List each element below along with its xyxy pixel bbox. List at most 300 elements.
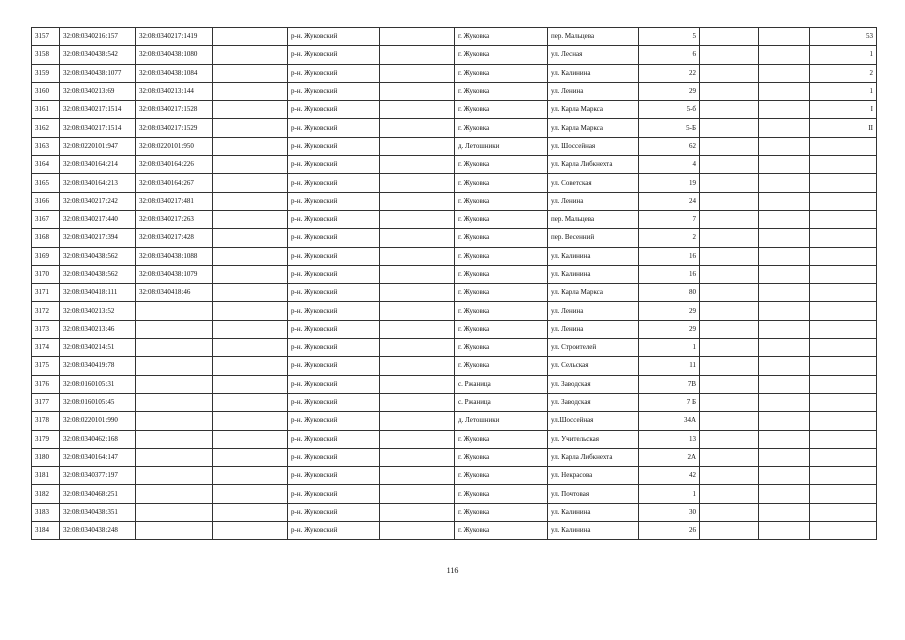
cadastral-number-2-cell bbox=[136, 412, 213, 430]
row-number-cell: 3160 bbox=[32, 82, 60, 100]
apartment-cell bbox=[810, 284, 877, 302]
empty-cell bbox=[700, 375, 759, 393]
empty-cell bbox=[759, 503, 810, 521]
locality-cell: г. Жуковка bbox=[455, 101, 548, 119]
empty-cell bbox=[759, 284, 810, 302]
table-row bbox=[32, 320, 877, 338]
table-row bbox=[32, 64, 877, 82]
district-cell: р-н. Жуковский bbox=[288, 101, 380, 119]
apartment-cell bbox=[810, 320, 877, 338]
empty-cell bbox=[213, 448, 288, 466]
table-row bbox=[32, 412, 877, 430]
street-cell: ул. Лесная bbox=[548, 46, 639, 64]
district-cell: р-н. Жуковский bbox=[288, 46, 380, 64]
empty-cell bbox=[380, 137, 455, 155]
street-cell: ул. Учительская bbox=[548, 430, 639, 448]
locality-cell: д. Летошники bbox=[455, 137, 548, 155]
empty-cell bbox=[213, 302, 288, 320]
empty-cell bbox=[380, 430, 455, 448]
locality-cell: с. Ржаница bbox=[455, 393, 548, 411]
empty-cell bbox=[759, 192, 810, 210]
row-number-cell: 3157 bbox=[32, 28, 60, 46]
empty-cell bbox=[213, 247, 288, 265]
empty-cell bbox=[700, 430, 759, 448]
cadastral-number-cell: 32:08:0340217:1514 bbox=[60, 119, 136, 137]
empty-cell bbox=[380, 210, 455, 228]
empty-cell bbox=[380, 320, 455, 338]
property-register-table bbox=[31, 27, 877, 540]
empty-cell bbox=[380, 412, 455, 430]
row-number-cell: 3163 bbox=[32, 137, 60, 155]
empty-cell bbox=[700, 192, 759, 210]
cadastral-number-2-cell bbox=[136, 393, 213, 411]
row-number-cell: 3181 bbox=[32, 467, 60, 485]
locality-cell: г. Жуковка bbox=[455, 64, 548, 82]
empty-cell bbox=[380, 393, 455, 411]
empty-cell bbox=[380, 339, 455, 357]
empty-cell bbox=[759, 101, 810, 119]
house-number-cell: 19 bbox=[639, 174, 700, 192]
empty-cell bbox=[700, 339, 759, 357]
cadastral-number-2-cell: 32:08:0340438:1080 bbox=[136, 46, 213, 64]
row-number-cell: 3173 bbox=[32, 320, 60, 338]
empty-cell bbox=[700, 64, 759, 82]
cadastral-number-cell: 32:08:0340438:351 bbox=[60, 503, 136, 521]
empty-cell bbox=[700, 412, 759, 430]
row-number-cell: 3158 bbox=[32, 46, 60, 64]
cadastral-number-2-cell: 32:08:0340217:481 bbox=[136, 192, 213, 210]
cadastral-number-2-cell: 32:08:0340164:267 bbox=[136, 174, 213, 192]
district-cell: р-н. Жуковский bbox=[288, 485, 380, 503]
district-cell: р-н. Жуковский bbox=[288, 320, 380, 338]
cadastral-number-cell: 32:08:0340438:562 bbox=[60, 265, 136, 283]
table-row bbox=[32, 339, 877, 357]
empty-cell bbox=[700, 156, 759, 174]
empty-cell bbox=[759, 64, 810, 82]
empty-cell bbox=[700, 46, 759, 64]
cadastral-number-cell: 32:08:0340419:78 bbox=[60, 357, 136, 375]
empty-cell bbox=[700, 101, 759, 119]
table-row bbox=[32, 302, 877, 320]
empty-cell bbox=[700, 503, 759, 521]
empty-cell bbox=[700, 393, 759, 411]
empty-cell bbox=[380, 448, 455, 466]
empty-cell bbox=[213, 174, 288, 192]
district-cell: р-н. Жуковский bbox=[288, 265, 380, 283]
cadastral-number-cell: 32:08:0340164:213 bbox=[60, 174, 136, 192]
apartment-cell: I bbox=[810, 101, 877, 119]
empty-cell bbox=[380, 174, 455, 192]
district-cell: р-н. Жуковский bbox=[288, 339, 380, 357]
empty-cell bbox=[380, 302, 455, 320]
apartment-cell bbox=[810, 265, 877, 283]
district-cell: р-н. Жуковский bbox=[288, 210, 380, 228]
empty-cell bbox=[380, 467, 455, 485]
empty-cell bbox=[380, 156, 455, 174]
locality-cell: г. Жуковка bbox=[455, 210, 548, 228]
apartment-cell bbox=[810, 375, 877, 393]
apartment-cell: 53 bbox=[810, 28, 877, 46]
street-cell: ул. Карла Либкнехта bbox=[548, 448, 639, 466]
apartment-cell bbox=[810, 448, 877, 466]
empty-cell bbox=[700, 448, 759, 466]
locality-cell: г. Жуковка bbox=[455, 522, 548, 540]
house-number-cell: 13 bbox=[639, 430, 700, 448]
apartment-cell bbox=[810, 357, 877, 375]
locality-cell: г. Жуковка bbox=[455, 357, 548, 375]
row-number-cell: 3179 bbox=[32, 430, 60, 448]
apartment-cell bbox=[810, 485, 877, 503]
street-cell: ул. Карла Маркса bbox=[548, 101, 639, 119]
apartment-cell bbox=[810, 503, 877, 521]
empty-cell bbox=[700, 82, 759, 100]
table-row bbox=[32, 430, 877, 448]
locality-cell: г. Жуковка bbox=[455, 485, 548, 503]
district-cell: р-н. Жуковский bbox=[288, 375, 380, 393]
house-number-cell: 16 bbox=[639, 247, 700, 265]
cadastral-number-cell: 32:08:0160105:31 bbox=[60, 375, 136, 393]
row-number-cell: 3162 bbox=[32, 119, 60, 137]
table-row bbox=[32, 119, 877, 137]
cadastral-number-2-cell bbox=[136, 320, 213, 338]
house-number-cell: 1 bbox=[639, 485, 700, 503]
cadastral-number-2-cell bbox=[136, 357, 213, 375]
house-number-cell: 7 bbox=[639, 210, 700, 228]
empty-cell bbox=[380, 46, 455, 64]
empty-cell bbox=[213, 64, 288, 82]
cadastral-number-2-cell: 32:08:0340217:1528 bbox=[136, 101, 213, 119]
cadastral-number-2-cell: 32:08:0220101:950 bbox=[136, 137, 213, 155]
empty-cell bbox=[700, 119, 759, 137]
empty-cell bbox=[213, 503, 288, 521]
table-row bbox=[32, 467, 877, 485]
apartment-cell bbox=[810, 137, 877, 155]
empty-cell bbox=[700, 247, 759, 265]
district-cell: р-н. Жуковский bbox=[288, 137, 380, 155]
street-cell: ул.Шоссейная bbox=[548, 412, 639, 430]
empty-cell bbox=[759, 82, 810, 100]
empty-cell bbox=[759, 28, 810, 46]
empty-cell bbox=[759, 393, 810, 411]
table-row bbox=[32, 174, 877, 192]
table-row bbox=[32, 137, 877, 155]
street-cell: ул. Заводская bbox=[548, 393, 639, 411]
empty-cell bbox=[380, 503, 455, 521]
table-row bbox=[32, 522, 877, 540]
street-cell: пер. Мальцева bbox=[548, 210, 639, 228]
street-cell: ул. Калинина bbox=[548, 247, 639, 265]
empty-cell bbox=[700, 357, 759, 375]
row-number-cell: 3184 bbox=[32, 522, 60, 540]
house-number-cell: 62 bbox=[639, 137, 700, 155]
empty-cell bbox=[213, 229, 288, 247]
street-cell: ул. Ленина bbox=[548, 82, 639, 100]
cadastral-number-cell: 32:08:0220101:990 bbox=[60, 412, 136, 430]
empty-cell bbox=[759, 302, 810, 320]
table-row bbox=[32, 210, 877, 228]
empty-cell bbox=[759, 210, 810, 228]
street-cell: ул. Некрасова bbox=[548, 467, 639, 485]
district-cell: р-н. Жуковский bbox=[288, 64, 380, 82]
empty-cell bbox=[213, 320, 288, 338]
empty-cell bbox=[380, 101, 455, 119]
locality-cell: г. Жуковка bbox=[455, 174, 548, 192]
row-number-cell: 3169 bbox=[32, 247, 60, 265]
empty-cell bbox=[213, 265, 288, 283]
locality-cell: г. Жуковка bbox=[455, 467, 548, 485]
street-cell: ул. Советская bbox=[548, 174, 639, 192]
cadastral-number-2-cell bbox=[136, 448, 213, 466]
cadastral-number-cell: 32:08:0340164:147 bbox=[60, 448, 136, 466]
empty-cell bbox=[759, 339, 810, 357]
street-cell: ул. Шоссейная bbox=[548, 137, 639, 155]
apartment-cell bbox=[810, 302, 877, 320]
cadastral-number-cell: 32:08:0340438:1077 bbox=[60, 64, 136, 82]
cadastral-number-cell: 32:08:0340216:157 bbox=[60, 28, 136, 46]
empty-cell bbox=[700, 28, 759, 46]
empty-cell bbox=[380, 82, 455, 100]
district-cell: р-н. Жуковский bbox=[288, 430, 380, 448]
street-cell: ул. Сельская bbox=[548, 357, 639, 375]
apartment-cell bbox=[810, 229, 877, 247]
district-cell: р-н. Жуковский bbox=[288, 192, 380, 210]
empty-cell bbox=[213, 101, 288, 119]
house-number-cell: 80 bbox=[639, 284, 700, 302]
locality-cell: г. Жуковка bbox=[455, 82, 548, 100]
cadastral-number-2-cell: 32:08:0340217:263 bbox=[136, 210, 213, 228]
empty-cell bbox=[380, 119, 455, 137]
house-number-cell: 2 bbox=[639, 229, 700, 247]
table-row bbox=[32, 357, 877, 375]
empty-cell bbox=[380, 284, 455, 302]
district-cell: р-н. Жуковский bbox=[288, 302, 380, 320]
row-number-cell: 3183 bbox=[32, 503, 60, 521]
house-number-cell: 22 bbox=[639, 64, 700, 82]
row-number-cell: 3164 bbox=[32, 156, 60, 174]
row-number-cell: 3176 bbox=[32, 375, 60, 393]
empty-cell bbox=[213, 375, 288, 393]
cadastral-number-cell: 32:08:0340462:168 bbox=[60, 430, 136, 448]
row-number-cell: 3166 bbox=[32, 192, 60, 210]
table-row bbox=[32, 375, 877, 393]
empty-cell bbox=[700, 265, 759, 283]
empty-cell bbox=[213, 393, 288, 411]
empty-cell bbox=[380, 247, 455, 265]
house-number-cell: 6 bbox=[639, 46, 700, 64]
house-number-cell: 4 bbox=[639, 156, 700, 174]
cadastral-number-cell: 32:08:0340438:542 bbox=[60, 46, 136, 64]
district-cell: р-н. Жуковский bbox=[288, 448, 380, 466]
district-cell: р-н. Жуковский bbox=[288, 247, 380, 265]
empty-cell bbox=[759, 412, 810, 430]
empty-cell bbox=[213, 339, 288, 357]
cadastral-number-2-cell: 32:08:0340438:1084 bbox=[136, 64, 213, 82]
table-row bbox=[32, 448, 877, 466]
table-row bbox=[32, 156, 877, 174]
empty-cell bbox=[759, 137, 810, 155]
empty-cell bbox=[213, 137, 288, 155]
row-number-cell: 3168 bbox=[32, 229, 60, 247]
empty-cell bbox=[213, 192, 288, 210]
row-number-cell: 3178 bbox=[32, 412, 60, 430]
district-cell: р-н. Жуковский bbox=[288, 522, 380, 540]
cadastral-number-2-cell: 32:08:0340213:144 bbox=[136, 82, 213, 100]
house-number-cell: 42 bbox=[639, 467, 700, 485]
cadastral-number-2-cell bbox=[136, 375, 213, 393]
cadastral-number-cell: 32:08:0340438:562 bbox=[60, 247, 136, 265]
table-row bbox=[32, 46, 877, 64]
apartment-cell: 1 bbox=[810, 82, 877, 100]
locality-cell: г. Жуковка bbox=[455, 265, 548, 283]
cadastral-number-cell: 32:08:0340164:214 bbox=[60, 156, 136, 174]
empty-cell bbox=[759, 485, 810, 503]
row-number-cell: 3174 bbox=[32, 339, 60, 357]
house-number-cell: 29 bbox=[639, 302, 700, 320]
table-body bbox=[32, 28, 877, 540]
cadastral-number-2-cell bbox=[136, 302, 213, 320]
empty-cell bbox=[759, 247, 810, 265]
locality-cell: г. Жуковка bbox=[455, 503, 548, 521]
cadastral-number-cell: 32:08:0340213:52 bbox=[60, 302, 136, 320]
table-row bbox=[32, 265, 877, 283]
house-number-cell: 1 bbox=[639, 339, 700, 357]
cadastral-number-cell: 32:08:0340213:46 bbox=[60, 320, 136, 338]
empty-cell bbox=[213, 522, 288, 540]
empty-cell bbox=[700, 302, 759, 320]
empty-cell bbox=[380, 192, 455, 210]
district-cell: р-н. Жуковский bbox=[288, 467, 380, 485]
empty-cell bbox=[700, 467, 759, 485]
cadastral-number-2-cell bbox=[136, 339, 213, 357]
empty-cell bbox=[759, 522, 810, 540]
apartment-cell bbox=[810, 156, 877, 174]
empty-cell bbox=[213, 210, 288, 228]
table-row bbox=[32, 82, 877, 100]
street-cell: ул. Ленина bbox=[548, 192, 639, 210]
empty-cell bbox=[759, 467, 810, 485]
cadastral-number-2-cell: 32:08:0340217:1419 bbox=[136, 28, 213, 46]
empty-cell bbox=[759, 448, 810, 466]
district-cell: р-н. Жуковский bbox=[288, 503, 380, 521]
empty-cell bbox=[213, 46, 288, 64]
page-number: 116 bbox=[446, 566, 459, 575]
apartment-cell bbox=[810, 210, 877, 228]
empty-cell bbox=[213, 156, 288, 174]
locality-cell: г. Жуковка bbox=[455, 28, 548, 46]
empty-cell bbox=[700, 485, 759, 503]
cadastral-number-2-cell: 32:08:0340217:428 bbox=[136, 229, 213, 247]
district-cell: р-н. Жуковский bbox=[288, 174, 380, 192]
house-number-cell: 2А bbox=[639, 448, 700, 466]
empty-cell bbox=[380, 357, 455, 375]
house-number-cell: 26 bbox=[639, 522, 700, 540]
street-cell: ул. Калинина bbox=[548, 265, 639, 283]
cadastral-number-cell: 32:08:0220101:947 bbox=[60, 137, 136, 155]
apartment-cell: 2 bbox=[810, 64, 877, 82]
cadastral-number-2-cell bbox=[136, 503, 213, 521]
house-number-cell: 11 bbox=[639, 357, 700, 375]
locality-cell: г. Жуковка bbox=[455, 430, 548, 448]
cadastral-number-cell: 32:08:0340377:197 bbox=[60, 467, 136, 485]
apartment-cell: II bbox=[810, 119, 877, 137]
empty-cell bbox=[380, 522, 455, 540]
empty-cell bbox=[759, 229, 810, 247]
apartment-cell bbox=[810, 522, 877, 540]
house-number-cell: 34А bbox=[639, 412, 700, 430]
locality-cell: г. Жуковка bbox=[455, 339, 548, 357]
empty-cell bbox=[213, 357, 288, 375]
table-row bbox=[32, 503, 877, 521]
cadastral-number-2-cell bbox=[136, 522, 213, 540]
row-number-cell: 3175 bbox=[32, 357, 60, 375]
apartment-cell bbox=[810, 247, 877, 265]
empty-cell bbox=[700, 210, 759, 228]
row-number-cell: 3182 bbox=[32, 485, 60, 503]
empty-cell bbox=[700, 522, 759, 540]
empty-cell bbox=[700, 137, 759, 155]
apartment-cell: 1 bbox=[810, 46, 877, 64]
cadastral-number-2-cell: 32:08:0340217:1529 bbox=[136, 119, 213, 137]
cadastral-number-cell: 32:08:0340217:440 bbox=[60, 210, 136, 228]
house-number-cell: 7 Б bbox=[639, 393, 700, 411]
street-cell: ул. Карла Маркса bbox=[548, 119, 639, 137]
row-number-cell: 3167 bbox=[32, 210, 60, 228]
district-cell: р-н. Жуковский bbox=[288, 28, 380, 46]
house-number-cell: 30 bbox=[639, 503, 700, 521]
district-cell: р-н. Жуковский bbox=[288, 357, 380, 375]
empty-cell bbox=[213, 412, 288, 430]
street-cell: пер. Весенний bbox=[548, 229, 639, 247]
empty-cell bbox=[759, 357, 810, 375]
apartment-cell bbox=[810, 174, 877, 192]
cadastral-number-cell: 32:08:0340418:111 bbox=[60, 284, 136, 302]
row-number-cell: 3170 bbox=[32, 265, 60, 283]
street-cell: пер. Мальцева bbox=[548, 28, 639, 46]
cadastral-number-2-cell bbox=[136, 485, 213, 503]
street-cell: ул. Ленина bbox=[548, 320, 639, 338]
empty-cell bbox=[213, 119, 288, 137]
row-number-cell: 3159 bbox=[32, 64, 60, 82]
street-cell: ул. Ленина bbox=[548, 302, 639, 320]
street-cell: ул. Почтовая bbox=[548, 485, 639, 503]
empty-cell bbox=[759, 156, 810, 174]
empty-cell bbox=[380, 28, 455, 46]
cadastral-number-2-cell: 32:08:0340164:226 bbox=[136, 156, 213, 174]
house-number-cell: 5 bbox=[639, 28, 700, 46]
cadastral-number-cell: 32:08:0340217:242 bbox=[60, 192, 136, 210]
empty-cell bbox=[213, 82, 288, 100]
empty-cell bbox=[759, 46, 810, 64]
district-cell: р-н. Жуковский bbox=[288, 393, 380, 411]
row-number-cell: 3180 bbox=[32, 448, 60, 466]
locality-cell: г. Жуковка bbox=[455, 229, 548, 247]
row-number-cell: 3161 bbox=[32, 101, 60, 119]
apartment-cell bbox=[810, 192, 877, 210]
row-number-cell: 3177 bbox=[32, 393, 60, 411]
table-row bbox=[32, 485, 877, 503]
district-cell: р-н. Жуковский bbox=[288, 119, 380, 137]
empty-cell bbox=[759, 265, 810, 283]
district-cell: р-н. Жуковский bbox=[288, 82, 380, 100]
street-cell: ул. Калинина bbox=[548, 64, 639, 82]
district-cell: р-н. Жуковский bbox=[288, 229, 380, 247]
empty-cell bbox=[759, 174, 810, 192]
cadastral-number-cell: 32:08:0340438:248 bbox=[60, 522, 136, 540]
cadastral-number-cell: 32:08:0340214:51 bbox=[60, 339, 136, 357]
apartment-cell bbox=[810, 393, 877, 411]
locality-cell: г. Жуковка bbox=[455, 46, 548, 64]
cadastral-number-cell: 32:08:0340468:251 bbox=[60, 485, 136, 503]
